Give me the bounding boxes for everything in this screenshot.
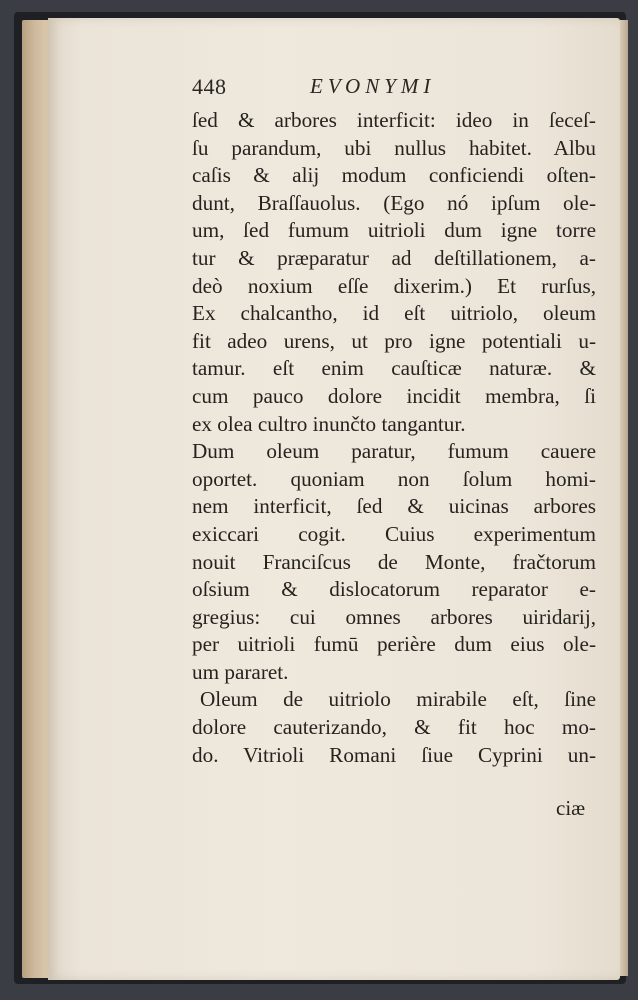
text-line: oſsium & dislocatorum reparator e- xyxy=(192,577,596,602)
text-line: do. Vitrioli Romani ſiue Cyprini un- xyxy=(192,742,596,767)
text-line: dunt, Braſſauolus. (Ego nó ipſum ole- xyxy=(192,190,596,215)
text-line: fit adeo urens, ut pro igne potentiali u- xyxy=(192,328,596,353)
text-line: exiccari cogit. Cuius experimentum xyxy=(192,521,596,546)
text-line: dolore cauterizando, & fit hoc mo- xyxy=(192,715,596,740)
text-line: tamur. eſt enim cauſticæ naturæ. & xyxy=(192,356,596,381)
text-line: um pararet. xyxy=(192,659,289,684)
catchword: ciæ xyxy=(556,796,586,820)
text-line: cum pauco dolore incidit membra, ſi xyxy=(192,383,596,408)
text-line: Ex chalcantho, id eſt uitriolo, oleum xyxy=(192,301,596,326)
page-number: 448 xyxy=(192,74,227,99)
text-line: tur & præparatur ad deſtillationem, a- xyxy=(192,245,596,270)
text-line: ſu parandum, ubi nullus habitet. Albu xyxy=(192,135,596,160)
running-title: EVONYMI xyxy=(310,74,436,98)
body-text xyxy=(192,107,596,769)
text-line: um, ſed fumum uitrioli dum igne torre xyxy=(192,218,596,243)
page-right-edge xyxy=(620,20,628,976)
text-line: oportet. quoniam non ſolum homi- xyxy=(192,466,596,491)
text-line: Oleum de uitriolo mirabile eſt, ſine xyxy=(200,687,596,712)
text-line: nouit Franciſcus de Monte, fračtorum xyxy=(192,549,596,574)
text-line: nem interficit, ſed & uicinas arbores xyxy=(192,494,596,519)
text-line: per uitrioli fumū perière dum eius ole- xyxy=(192,632,596,657)
text-line: ſed & arbores interficit: ideo in ſeceſ- xyxy=(192,108,596,132)
text-line: caſis & alij modum conficiendi oſten- xyxy=(192,163,596,188)
text-line: Dum oleum paratur, fumum cauere xyxy=(192,439,596,464)
text-line: deò noxium eſſe dixerim.) Et rurſus, xyxy=(192,273,596,298)
text-line: ex olea cultro inunčto tangantur. xyxy=(192,411,466,436)
text-line: gregius: cui omnes arbores uiridarij, xyxy=(192,604,596,629)
running-head xyxy=(192,74,492,102)
